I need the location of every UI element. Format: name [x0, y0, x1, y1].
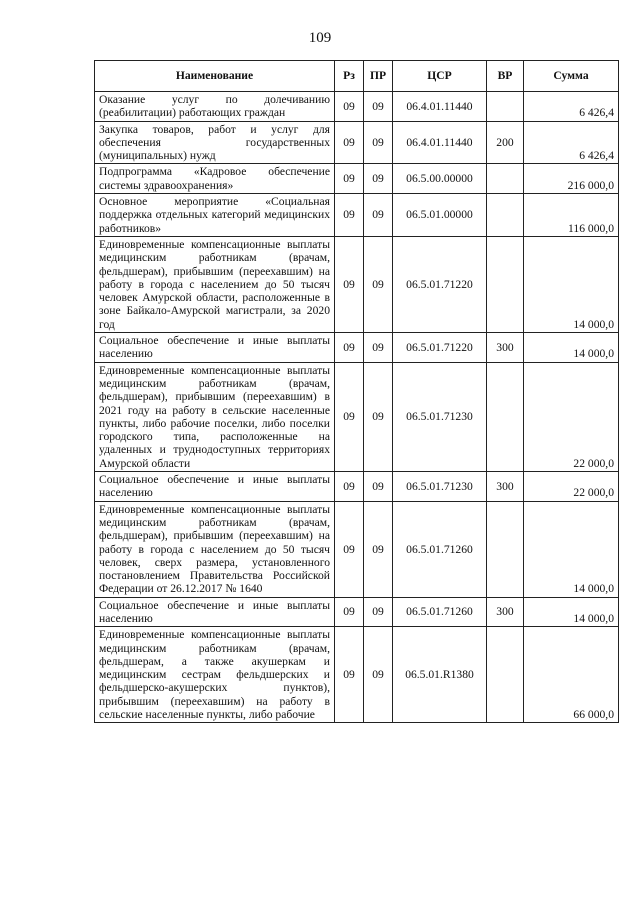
- table-row: [95, 333, 619, 363]
- row-vr: 300: [487, 333, 524, 363]
- row-csr: 06.4.01.11440: [393, 92, 487, 122]
- header-rz: Рз: [335, 61, 364, 92]
- row-vr: [487, 362, 524, 471]
- row-name: Единовременные компенсационные выплаты медицинским работникам (врачам, фельдшерам, а также акушеркам и медицинским сестрам фельдшерских и фельдшерско-акушерских пунктов), прибывшим (переехавшим) на работу в сельские населенные пункты, либо рабочие: [95, 627, 335, 723]
- row-rz: 09: [335, 92, 364, 122]
- row-sum: 6 426,4: [524, 92, 619, 122]
- row-csr: 06.5.01.R1380: [393, 627, 487, 723]
- row-csr: 06.5.01.71230: [393, 472, 487, 502]
- row-rz: 09: [335, 121, 364, 164]
- row-pr: 09: [364, 362, 393, 471]
- table-row: [95, 121, 619, 164]
- row-rz: 09: [335, 194, 364, 237]
- table-row: [95, 472, 619, 502]
- row-rz: 09: [335, 597, 364, 627]
- row-pr: 09: [364, 627, 393, 723]
- row-csr: 06.5.01.71260: [393, 501, 487, 597]
- row-pr: 09: [364, 121, 393, 164]
- row-vr: [487, 194, 524, 237]
- table-row: [95, 164, 619, 194]
- header-vr: ВР: [487, 61, 524, 92]
- row-pr: 09: [364, 164, 393, 194]
- row-name: Единовременные компенсационные выплаты медицинским работникам (врачам, фельдшерам), прибывшим (переехавшим) на работу в города с населением до 50 тысяч человек Амурской области, расположенные в зоне Байкало-Амурской магистрали, за 2020 год: [95, 236, 335, 332]
- row-name: Социальное обеспечение и иные выплаты населению: [95, 472, 335, 502]
- header-sum: Сумма: [524, 61, 619, 92]
- header-pr: ПР: [364, 61, 393, 92]
- row-rz: 09: [335, 333, 364, 363]
- row-sum: 14 000,0: [524, 236, 619, 332]
- row-csr: 06.5.01.71220: [393, 333, 487, 363]
- row-csr: 06.4.01.11440: [393, 121, 487, 164]
- row-sum: 14 000,0: [524, 501, 619, 597]
- table-row: [95, 362, 619, 471]
- header-name: Наименование: [95, 61, 335, 92]
- row-vr: 200: [487, 121, 524, 164]
- row-pr: 09: [364, 472, 393, 502]
- row-vr: [487, 164, 524, 194]
- row-rz: 09: [335, 627, 364, 723]
- table-row: [95, 194, 619, 237]
- table-row: [95, 597, 619, 627]
- row-pr: 09: [364, 236, 393, 332]
- row-pr: 09: [364, 333, 393, 363]
- table-row: [95, 501, 619, 597]
- header-row: [95, 61, 619, 92]
- row-pr: 09: [364, 597, 393, 627]
- row-sum: 22 000,0: [524, 362, 619, 471]
- row-sum: 116 000,0: [524, 194, 619, 237]
- row-name: Единовременные компенсационные выплаты медицинским работникам (врачам, фельдшерам), прибывшим (переехавшим) на работу в города с населением до 50 тысяч человек, сверх размера, установленного постановлением Правительства Российской Федерации от 26.12.2017 № 1640: [95, 501, 335, 597]
- row-name: Основное мероприятие «Социальная поддержка отдельных категорий медицинских работников»: [95, 194, 335, 237]
- row-sum: 14 000,0: [524, 597, 619, 627]
- row-vr: 300: [487, 472, 524, 502]
- row-name: Единовременные компенсационные выплаты медицинским работникам (врачам, фельдшерам), прибывшим (переехавшим) в 2021 году на работу в сельские населенные пункты, либо рабочие поселки, либо поселки городского типа, расположенные на удаленных и труднодоступных территориях Амурской области: [95, 362, 335, 471]
- row-name: Закупка товаров, работ и услуг для обеспечения государственных (муниципальных) нужд: [95, 121, 335, 164]
- row-csr: 06.5.01.71260: [393, 597, 487, 627]
- row-sum: 14 000,0: [524, 333, 619, 363]
- row-name: Подпрограмма «Кадровое обеспечение системы здравоохранения»: [95, 164, 335, 194]
- table-row: [95, 92, 619, 122]
- table-row: [95, 627, 619, 723]
- row-csr: 06.5.00.00000: [393, 164, 487, 194]
- row-pr: 09: [364, 92, 393, 122]
- row-csr: 06.5.01.71220: [393, 236, 487, 332]
- row-rz: 09: [335, 164, 364, 194]
- row-rz: 09: [335, 472, 364, 502]
- row-vr: [487, 236, 524, 332]
- row-pr: 09: [364, 501, 393, 597]
- row-rz: 09: [335, 236, 364, 332]
- header-csr: ЦСР: [393, 61, 487, 92]
- row-csr: 06.5.01.00000: [393, 194, 487, 237]
- row-sum: 6 426,4: [524, 121, 619, 164]
- row-csr: 06.5.01.71230: [393, 362, 487, 471]
- budget-table: [94, 60, 619, 723]
- row-name: Социальное обеспечение и иные выплаты населению: [95, 333, 335, 363]
- row-vr: [487, 627, 524, 723]
- table-row: [95, 236, 619, 332]
- row-sum: 22 000,0: [524, 472, 619, 502]
- row-sum: 66 000,0: [524, 627, 619, 723]
- row-vr: [487, 92, 524, 122]
- row-vr: [487, 501, 524, 597]
- row-rz: 09: [335, 362, 364, 471]
- row-vr: 300: [487, 597, 524, 627]
- row-name: Оказание услуг по долечиванию (реабилитации) работающих граждан: [95, 92, 335, 122]
- row-rz: 09: [335, 501, 364, 597]
- row-sum: 216 000,0: [524, 164, 619, 194]
- page-number: 109: [308, 30, 332, 46]
- row-pr: 09: [364, 194, 393, 237]
- row-name: Социальное обеспечение и иные выплаты населению: [95, 597, 335, 627]
